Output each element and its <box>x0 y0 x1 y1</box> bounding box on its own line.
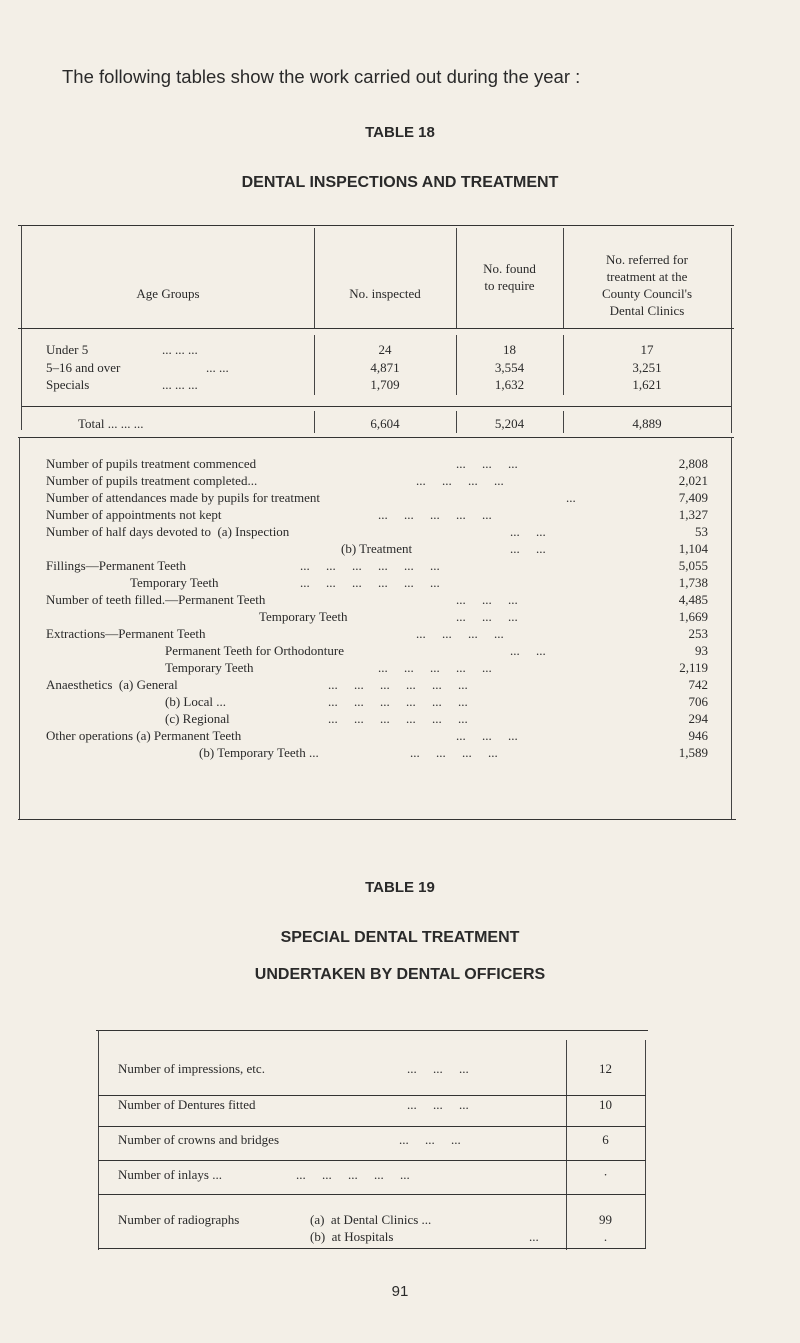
table19-label: TABLE 19 <box>365 879 435 896</box>
page-number: 91 <box>391 1283 409 1300</box>
table19-title-line2: UNDERTAKEN BY DENTAL OFFICERS <box>254 966 546 983</box>
table18-title: DENTAL INSPECTIONS AND TREATMENT <box>241 174 559 191</box>
header-inspected: No. inspected <box>349 286 421 301</box>
table18-label: TABLE 18 <box>365 124 435 141</box>
header-age-groups: Age Groups <box>136 286 200 301</box>
header-referred: No. referred for treatment at the County Council's Dental Clinics <box>601 252 693 318</box>
table19-title-line1: SPECIAL DENTAL TREATMENT <box>280 929 520 946</box>
header-found: No. found to require <box>483 261 536 293</box>
intro-text: The following tables show the work carried out during the year : <box>62 66 581 87</box>
